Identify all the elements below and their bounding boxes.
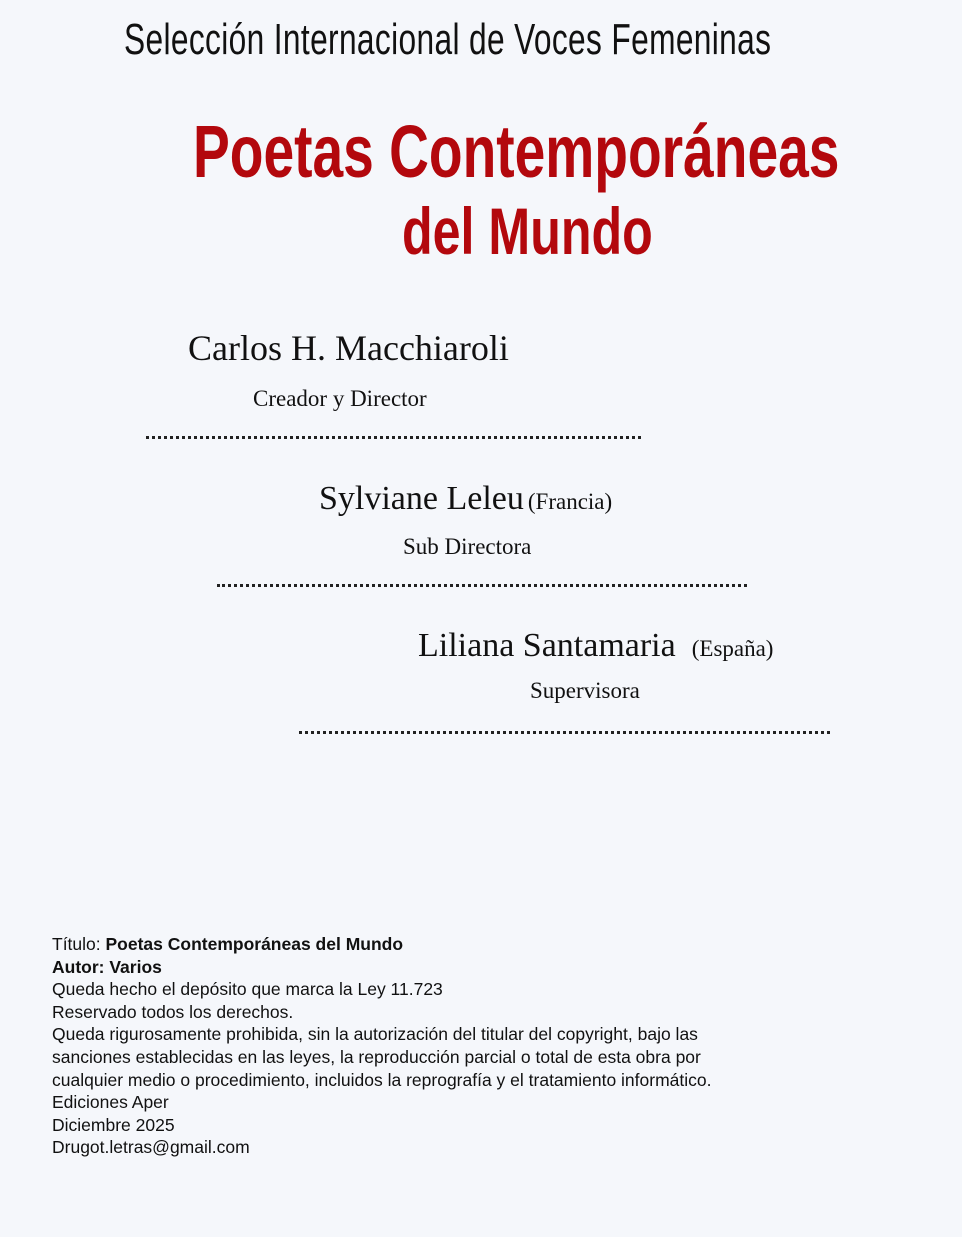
book-title-line-1: Poetas Contemporáneas [193, 110, 840, 193]
colophon-title-value: Poetas Contemporáneas del Mundo [105, 934, 404, 954]
subdirector-name: Sylviane Leleu [319, 480, 524, 517]
colophon-title-label: Título: [52, 934, 106, 954]
subdirector-country: (Francia) [527, 489, 613, 514]
subdirector-credit [319, 478, 612, 520]
colophon-rights: Reservado todos los derechos. [52, 1001, 294, 1022]
separator-1 [146, 436, 641, 439]
supervisor-country: (España) [691, 636, 774, 661]
colophon-legal-3: cualquier medio o procedimiento, incluidos la reprografía y el tratamiento informático. [52, 1069, 712, 1090]
colophon-deposit: Queda hecho el depósito que marca la Ley 11.723 [52, 979, 443, 1000]
colophon-title [52, 933, 712, 956]
colophon-date: Diciembre 2025 [52, 1114, 175, 1135]
separator-2 [217, 584, 747, 587]
supervisor-credit [418, 625, 773, 667]
colophon-email: Drugot.letras@gmail.com [52, 1137, 250, 1158]
series-title: Selección Internacional de Voces Femeninas [124, 15, 772, 64]
supervisor-name: Liliana Santamaria [418, 627, 676, 664]
subdirector-role: Sub Directora [403, 534, 532, 559]
colophon-legal-2: sanciones establecidas en las leyes, la reproducción parcial o total de esta obra por [52, 1046, 701, 1067]
director-name: Carlos H. Macchiaroli [188, 328, 509, 368]
colophon-author: Autor: Varios [52, 956, 162, 977]
colophon [52, 933, 712, 1159]
colophon-publisher: Ediciones Aper [52, 1092, 169, 1113]
director-role: Creador y Director [253, 386, 427, 411]
colophon-legal-1: Queda rigurosamente prohibida, sin la autorización del titular del copyright, bajo las [52, 1024, 698, 1045]
book-title-line-2: del Mundo [402, 194, 653, 268]
separator-3 [299, 731, 830, 734]
supervisor-role: Supervisora [530, 678, 640, 703]
